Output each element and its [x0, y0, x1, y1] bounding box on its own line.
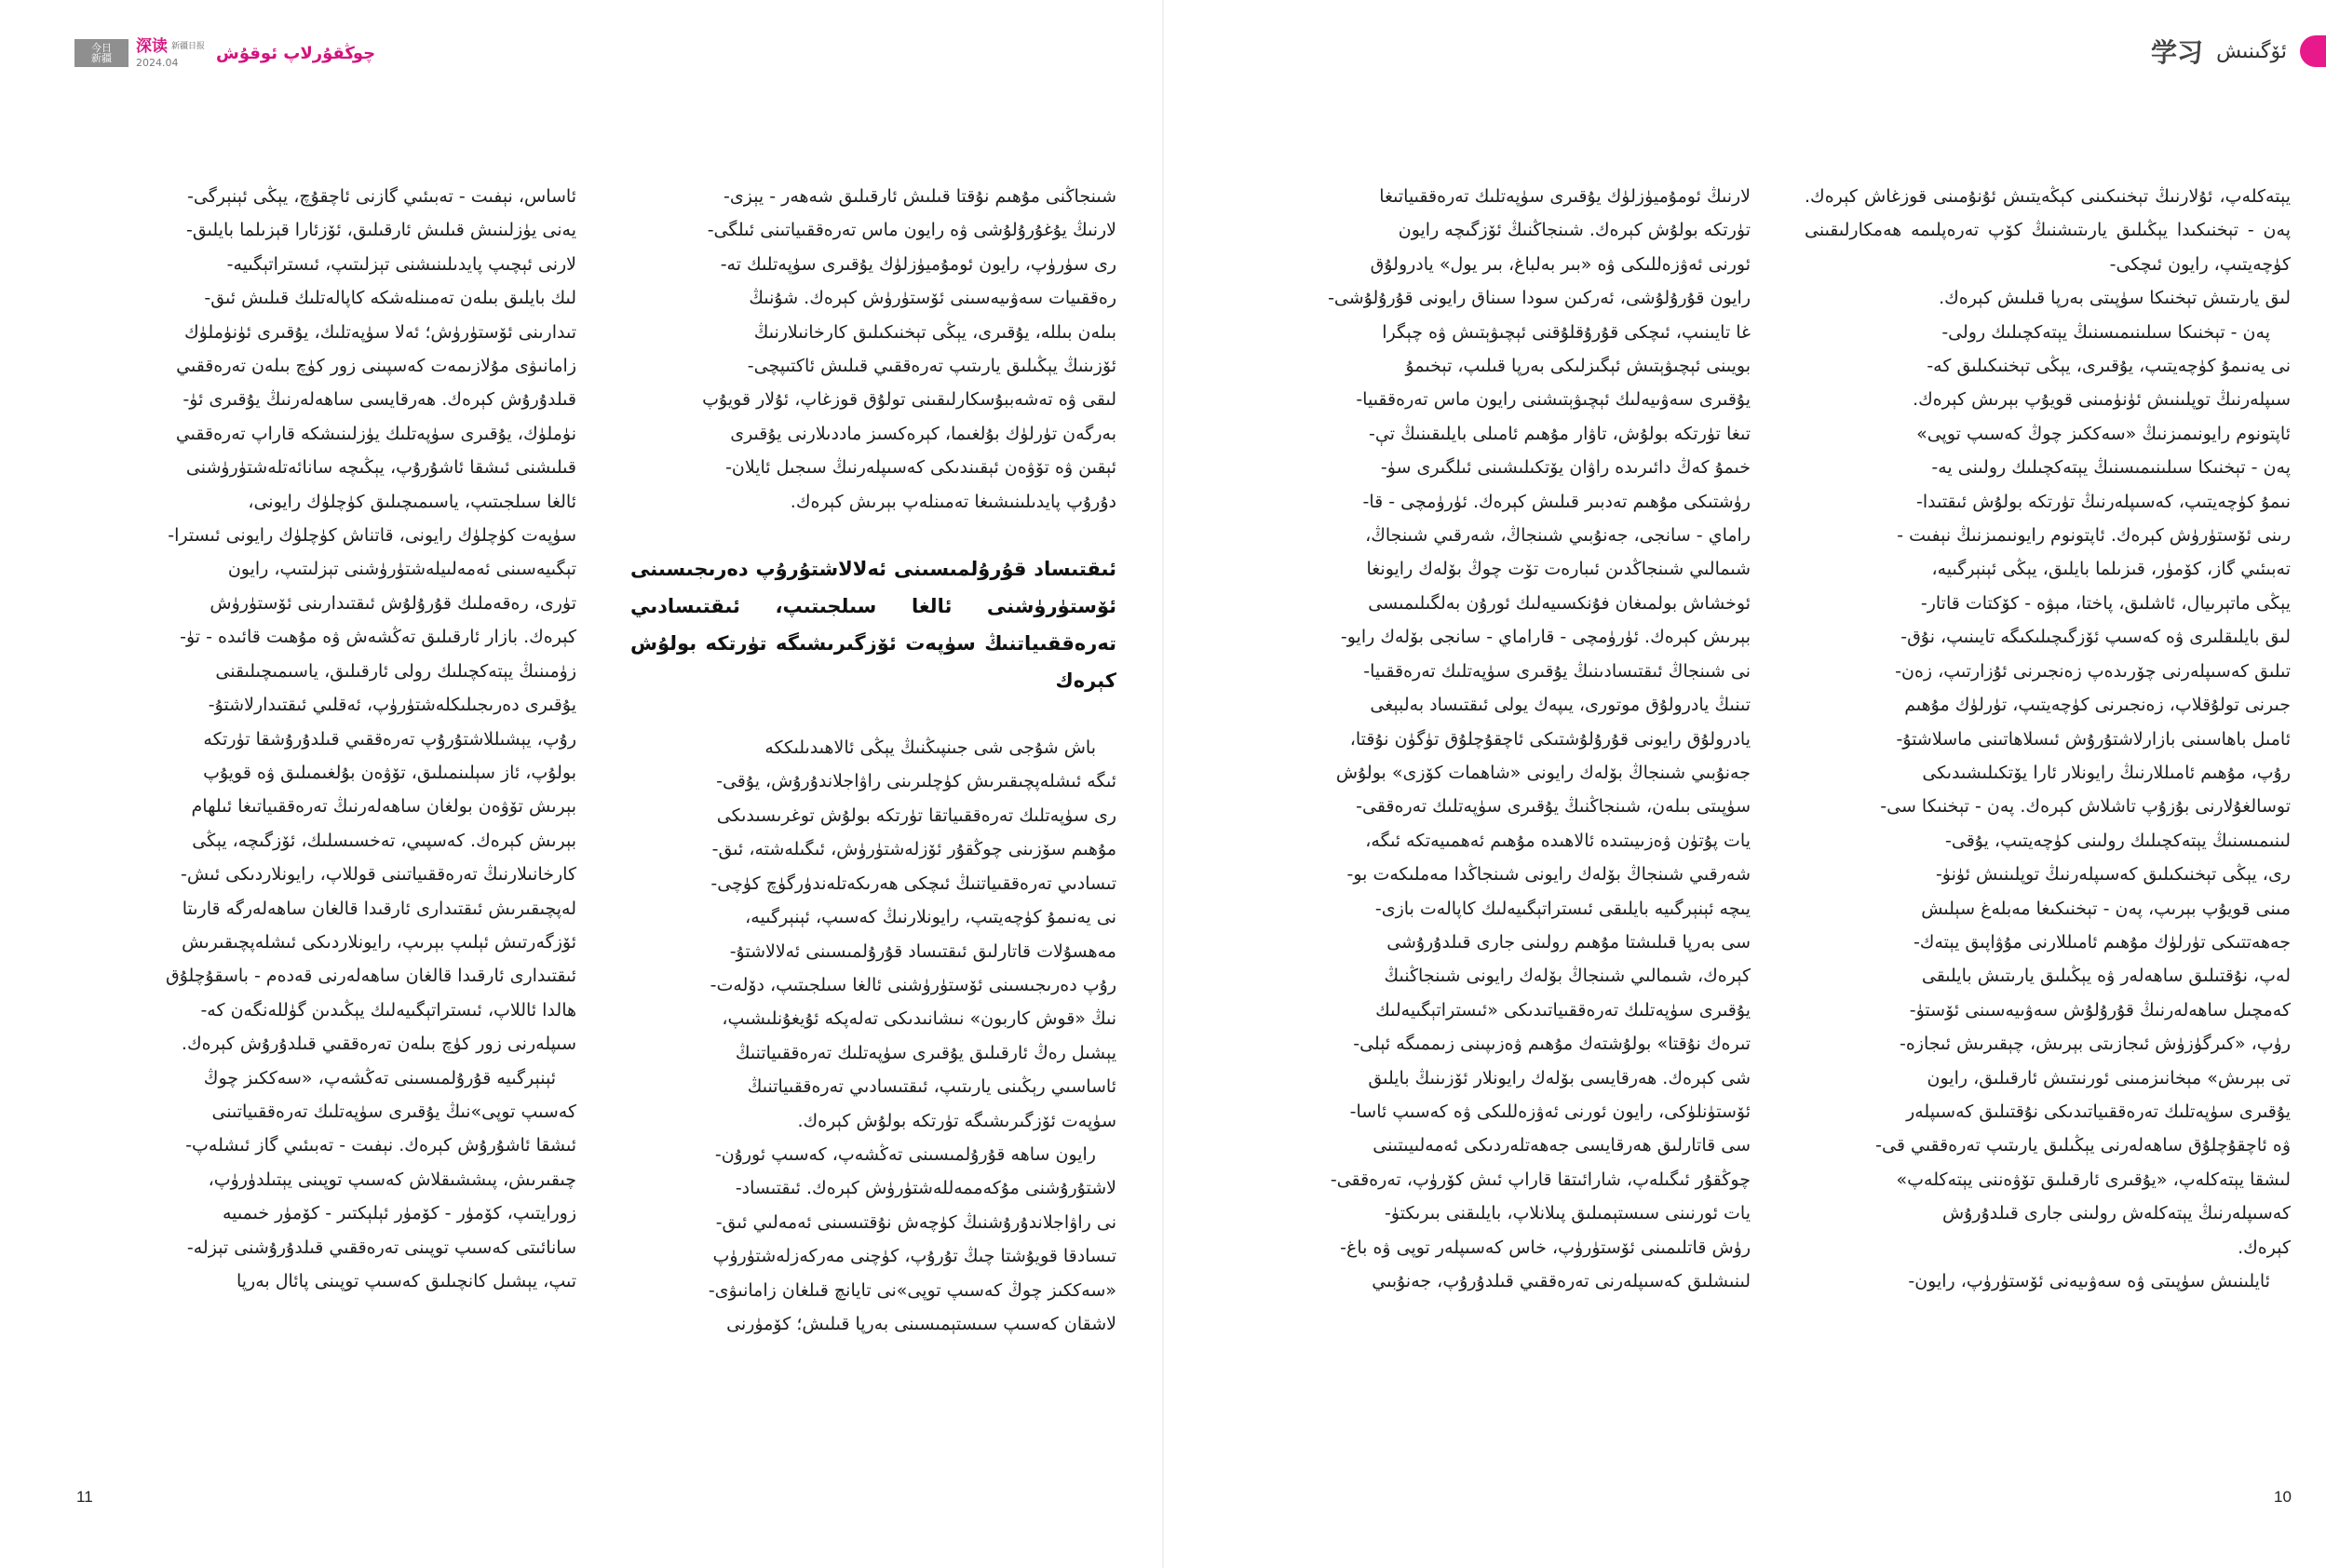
- text-line: لىق يارىتىش تېخنىكا سۈپىتى بەرپا قىلىش كېرەك.: [1939, 288, 2291, 309]
- text-line: پەن - تېخنىكا سىلىنىمىسنىڭ يېتەكچىلىك رولىنى يە-: [1931, 457, 2291, 479]
- text-line: قىلدۇرۇش كېرەك. ھەرقايسى ساھەلەرنىڭ يۇقىرى ئۈ-: [183, 389, 576, 411]
- brand-subtext: 新疆日报: [171, 41, 206, 51]
- text-line: زورايتىپ، كۆمۈر - كۆمۈر ئېلېكتىر - كۆمۈر خىمىيە: [222, 1203, 576, 1224]
- text-line: كەسىپ توپى»نىڭ يۇقىرى سۈپەتلىك تەرەققىياتىنى: [211, 1101, 576, 1122]
- text-line: لارنى ئېچىپ پايدىلىنىشنى تېزلىتىپ، ئىستراتېگىيە-: [226, 253, 576, 275]
- text-line: لاشقان كەسىپ سىستېمىسىنى بەرپا قىلىش؛ كۆمۈرنى: [726, 1313, 1116, 1334]
- column-3-lower: [630, 731, 1116, 1341]
- category-chinese: 学习: [2151, 37, 2204, 68]
- text-line: نى شىنجاڭ ئىقتىسادىنىڭ يۇقىرى سۈپەتلىك تەرەققىيا-: [1363, 660, 1751, 682]
- text-line: باش شۇجى شى جىنپىڭنىڭ يېڭى ئالاھىدىلىككە: [764, 737, 1096, 759]
- text-line: رەققىيات سەۋىيەسىنى ئۆستۈرۈش كېرەك. شۇنىڭ: [749, 288, 1116, 309]
- column-3-upper: [630, 180, 1116, 519]
- text-line: دۇرۇپ پايدىلىنىشىغا تەمىنلەپ بېرىش كېرەك.: [790, 491, 1116, 512]
- text-line: كېرەك. بازار ئارقىلىق تەڭشەش ۋە مۇھىت قائىدە - تۈ-: [180, 627, 576, 648]
- text-column-2: [1264, 180, 1751, 1298]
- text-line: سىپلەرنىڭ توپلىنىش ئۈنۈمىنى قويۇپ بېرىش كېرەك.: [1913, 389, 2291, 411]
- text-line: يېڭى ماتېرىيال، ئاشلىق، پاختا، مېۋە - كۆكتات قاتار-: [1920, 592, 2291, 614]
- text-line: رۈشتىكى مۇھىم تەدبىر قىلىش كېرەك. ئۈرۈمچى - قا-: [1362, 491, 1751, 512]
- text-line: ئىگە ئىشلەپچىقىرىش كۈچلىرىنى راۋاجلاندۇرۇش، يۇقى-: [716, 771, 1116, 792]
- text-line: يۇقىرى سۈپەتلىك تەرەققىياتىدىكى نۇقتىلىق كەسىپلەر: [1906, 1101, 2291, 1122]
- text-line: تىدارىنى ئۆستۈرۈش؛ ئەلا سۈپەتلىك، يۇقىرى ئۈنۈملۈك: [183, 321, 576, 343]
- text-line: سى بەرپا قىلىشتا مۇھىم رولىنى جارى قىلدۇرۇشى: [1386, 931, 1751, 953]
- text-line: چوڭقۇر ئىگىلەپ، شارائىتقا قاراپ ئىش كۆرۈپ، تەرەققى-: [1330, 1169, 1751, 1190]
- page-tab-marker: [2300, 35, 2326, 67]
- text-line: رى، يېڭى تېخنىكىلىق كەسىپلەرنىڭ توپلىنىش ئۈنۈ-: [1935, 864, 2291, 885]
- text-line: شىمالىي شىنجاڭدىن ئىبارەت تۆت چوڭ بۆلەك رايونغا: [1366, 559, 1751, 580]
- text-line: ئۆزىنىڭ يېڭىلىق يارىتىپ تەرەققىي قىلىش ئاكتىپچى-: [747, 356, 1116, 377]
- text-line: غا تايىنىپ، ئىچكى قۇرۇقلۇقنى ئېچىۋېتىش ۋە چېگرا: [1382, 321, 1751, 343]
- text-line: لىنىشلىق كەسىپلەرنى تەرەققىي قىلدۇرۇپ، جەنۇبىي: [1372, 1271, 1751, 1291]
- text-line: يىچە ئېنېرگىيە بايلىقى ئىستراتېگىيەلىك كاپالەت بازى-: [1374, 898, 1751, 919]
- text-line: لاشتۇرۇشنى مۇكەممەللەشتۈرۈش كېرەك. ئىقتىساد-: [735, 1178, 1116, 1199]
- text-line: بىلەن بىللە، يۇقىرى، يېڭى تېخنىكىلىق كارخانىلارنىڭ: [753, 321, 1116, 343]
- text-line: «سەككىز چوڭ كەسىپ توپى»نى تايانچ قىلغان زامانىۋى-: [708, 1279, 1116, 1301]
- text-line: تەبىئىي گاز، كۆمۈر، قىزىلما بايلىق، يېڭى ئېنېرگىيە،: [1931, 559, 2291, 580]
- text-line: تىرەك نۇقتا» بولۇشتەك مۇھىم ۋەزىپىنى زىممىگە ئېلى-: [1353, 1034, 1751, 1055]
- text-line: رۈپ، «كىرگۈزۈش ئىجازىتى بېرىش، چېقىرىش ئىجازە-: [1900, 1034, 2291, 1055]
- text-line: يۇقىرى دەرىجىلىكلەشتۈرۈپ، ئەقلىي ئىقتىدارلاشتۇ-: [208, 695, 576, 716]
- text-line: بېرىش تۆۋەن بولغان ساھەلەرنىڭ تەرەققىياتىغا ئىلھام: [191, 796, 576, 818]
- text-line: ئورنى ئەۋزەللىكى ۋە «بىر بەلباغ، بىر يول» يادرولۇق: [1370, 253, 1751, 275]
- category-uyghur: ئۆگىنىش: [2216, 39, 2287, 63]
- text-line: خىمۇ كەڭ دائىرىدە راۋان يۆتكىلىشىنى ئىلگىرى سۈ-: [1380, 457, 1751, 479]
- text-line: نىڭ «قوش كاربون» نىشانىدىكى تەلەپكە ئۇيغۇنلىشىپ،: [722, 1008, 1116, 1030]
- text-line: نىمۇ كۈچەيتىپ، كەسىپلەرنىڭ تۈرتكە بولۇش ئىقتىدا-: [1915, 491, 2291, 512]
- text-line: ئالغا سىلجىتىپ، ياسىمىچىلىق كۈچلۈك رايونى،: [248, 491, 576, 512]
- text-line: لارنىڭ يۇغۇرۇلۇشى ۋە رايون ماس تەرەققىياتىنى ئىلگى-: [707, 220, 1116, 241]
- text-line: مۇھىم سۆزىنى چوڭقۇر ئۆزلەشتۈرۈش، ئىگىلەشتە، ئىق-: [711, 839, 1116, 860]
- magazine-logo: [74, 39, 128, 67]
- text-line: ئاساسىي رېڭىنى يارىتىپ، ئىقتىسادىي تەرەققىياتنىڭ: [747, 1076, 1116, 1098]
- text-line: كارخانىلارنىڭ تەرەققىياتىنى قوللاپ، رايونلاردىكى ئىش-: [181, 864, 576, 885]
- text-line: نى يەنىمۇ كۈچەيتىپ، يۇقىرى، يېڭى تېخنىكىلىق كە-: [1927, 356, 2291, 377]
- text-line: رايون ساھە قۇرۇلمىسىنى تەڭشەپ، كەسىپ ئورۇن-: [714, 1143, 1096, 1165]
- text-line: ئاپتونوم رايونىمىزنىڭ «سەككىز چوڭ كەسىپ توپى»: [1916, 423, 2291, 444]
- page-number-left: 11: [76, 1488, 93, 1506]
- text-line: تى بېرىش» مېخانىزمىنى ئورنىتىش ئارقىلىق، رايون: [1927, 1067, 2291, 1088]
- text-line: ئېقىن ۋە تۆۋەن ئېقىندىكى كەسىپلەرنىڭ سىجىل ئايلان-: [725, 457, 1116, 479]
- text-line: ئايلىنىش سۈپىتى ۋە سەۋىيەنى ئۆستۈرۈپ، رايون-: [1908, 1271, 2270, 1291]
- text-line: كەسىپلەرنىڭ يېتەكلەش رولىنى جارى قىلدۇرۇش: [1942, 1203, 2291, 1224]
- text-line: نۈملۈك، يۇقىرى سۈپەتلىك يۈزلىنىشكە قاراپ تەرەققىي: [175, 423, 576, 444]
- text-line: ئىقتىدارى ئارقىدا قالغان ساھەلەرنى قەدەم - باسقۇچلۇق: [165, 966, 576, 987]
- text-line: يادرولۇق رايونى قۇرۇلۇشتىكى ئاچقۇچلۇق تۈگۈن نۇقتا،: [1349, 728, 1751, 750]
- text-line: سۈپەت ئۆزگىرىشىگە تۈرتكە بولۇش كېرەك.: [797, 1110, 1116, 1131]
- left-page-header: [74, 37, 375, 69]
- logo-top-text: 今日: [91, 42, 112, 54]
- text-line: رايون قۇرۇلۇشى، ئەركىن سودا سىناق رايونى قۇرۇلۇشى-: [1328, 288, 1751, 309]
- text-line: كېرەك، شىمالىي شىنجاڭ بۆلەك رايونى شىنجاڭنىڭ: [1384, 966, 1751, 987]
- text-line: تىسادقا قويۇشتا چىڭ تۇرۇپ، كۈچنى مەركەزلەشتۈرۈپ: [712, 1246, 1116, 1267]
- right-page-header: [2151, 32, 2326, 71]
- text-line: بويىنى ئېچىۋېتىش ئېگىزلىكى بەرپا قىلىپ، تېخىمۇ: [1405, 356, 1751, 377]
- text-line: لەپچىقىرىش ئىقتىدارى ئارقىدا قالغان ساھەلەرگە قارىتا: [182, 898, 576, 919]
- text-line: قىلىشنى ئىشقا ئاشۇرۇپ، يېڭىچە سانائەتلەشتۈرۈشنى: [185, 457, 576, 479]
- text-line: تىنىڭ يادرولۇق موتورى، يىپەك يولى ئىقتىساد بەلبېغى: [1370, 695, 1751, 716]
- text-line: زۈمىنىڭ يېتەكچىلىك رولى ئارقىلىق، ياسىمىچىلىقنى: [215, 660, 576, 682]
- text-line: سانائىتى كەسىپ توپىنى تەرەققىي قىلدۇرۇشنى تېزلە-: [186, 1237, 576, 1258]
- text-line: بېرىش كېرەك. كەسپىي، تەخسىسلىك، ئۆزگىچە، يېڭى: [192, 830, 576, 851]
- text-line: لەپ، نۇقتىلىق ساھەلەر ۋە يېڭىلىق يارىتىش بايلىقى: [1921, 966, 2291, 987]
- text-line: سىپلەرنى زور كۈچ بىلەن تەرەققىي قىلدۇرۇش كېرەك.: [181, 1034, 576, 1055]
- text-line: يۇقىرى سۈپەتلىك تەرەققىياتىدىكى «ئىستراتېگىيەلىك: [1375, 999, 1751, 1021]
- text-line: لىنىمىسنىڭ يېتەكچىلىك رولىنى كۈچەيتىپ، يۇقى-: [1945, 830, 2291, 851]
- text-line: ئۆزگەرتىش ئېلىپ بېرىپ، رايونلاردىكى ئىشلەپچىقىرىش: [182, 931, 576, 953]
- text-line: بولۇپ، ئاز سېلىنمىلىق، تۆۋەن بۇلغىمىلىق ۋە قويۇپ: [203, 762, 576, 783]
- text-line: شى كېرەك. ھەرقايسى بۆلەك رايونلار ئۆزىنىڭ بايلىق: [1368, 1067, 1751, 1088]
- section-title: چوڭقۇرلاپ ئوقۇش: [216, 43, 376, 63]
- text-line: پەن - تېخنىكا سىلىنىمىسنىڭ يېتەكچىلىك رولى-: [1941, 321, 2270, 343]
- text-line: رۇپ، مۇھىم ئامىللارنىڭ رايونلار ئارا يۆتكىلىشىدىكى: [1922, 762, 2291, 783]
- text-line: راماي - سانجى، جەنۇبىي شىنجاڭ، شەرقىي شىنجاڭ،: [1365, 525, 1751, 547]
- page-gutter: [1162, 0, 1164, 1568]
- text-line: سۈپەت كۈچلۈك رايونى، قاتناش كۈچلۈك رايونى ئىسترا-: [168, 525, 576, 547]
- text-line: رى سۈرۈپ، رايون ئومۇميۈزلۈك يۇقىرى سۈپەتلىك تە-: [720, 253, 1116, 275]
- text-line: يۇقىرى سەۋىيەلىك ئېچىۋېتىشنى رايون ماس تەرەققىيا-: [1356, 389, 1751, 411]
- text-line: يېشىل رەڭ ئارقىلىق يۇقىرى سۈپەتلىك تەرەققىياتنىڭ: [735, 1042, 1116, 1063]
- text-line: توسالغۇلارنى بۇزۇپ تاشلاش كېرەك. پەن - تېخنىكا سى-: [1880, 796, 2291, 818]
- text-line: ئېنېرگىيە قۇرۇلمىسىنى تەڭشەپ، «سەككىز چوڭ: [203, 1067, 556, 1088]
- page-number-right: 10: [2274, 1488, 2292, 1506]
- text-column-4: [90, 180, 576, 1298]
- text-line: تىسادىي تەرەققىياتنىڭ ئىچكى ھەرىكەتلەندۈرگۈچ كۈچى-: [710, 872, 1116, 894]
- text-line: چىقىرىش، پىششىقلاش كەسىپ توپىنى يېتىلدۈرۈپ،: [208, 1169, 576, 1190]
- text-line: يېتەكلەپ، ئۇلارنىڭ تېخنىكىنى كېڭەيتىش ئۇنۇمىنى قوزغاش كېرەك. پەن - تېخنىكىدا يېڭىلىق يارىتىشنىڭ كۆپ تەرەپلىمە ھەمكارلىقىنى كۈچەيتىپ، رايون ئىچكى-: [1805, 186, 2291, 275]
- text-line: تۈرى، رەقەملىك قۇرۇلۇش ئىقتىدارىنى ئۆستۈرۈش: [210, 592, 576, 614]
- text-line: ۋە ئاچقۇچلۇق ساھەلەرنى يېڭىلىق يارىتىپ تەرەققىي قى-: [1875, 1135, 2291, 1156]
- text-line: رۇپ دەرىجىسىنى ئۆستۈرۈشنى ئالغا سىلجىتىپ، دۆلەت-: [710, 974, 1116, 995]
- text-line: رۈش قاتلىمىنى ئۆستۈرۈپ، خاس كەسىپلەر توپى ۋە باغ-: [1340, 1237, 1751, 1258]
- section-subheading: ئىقتىساد قۇرۇلمىسىنى ئەلالاشتۇرۇپ دەرىجىسىنى ئۆستۈرۈشنى ئالغا سىلجىتىپ، ئىقتىسادىي تەرەققىياتنىڭ سۈپەت ئۆزگىرىشىگە تۈرتكە بولۇش كېرەك: [630, 558, 1116, 693]
- text-line: نى يەنىمۇ كۈچەيتىپ، رايونلارنىڭ كەسىپ، ئېنېرگىيە،: [745, 907, 1116, 928]
- text-line: بەرگەن تۈرلۈك بۇلغىما، كېرەكسىز ماددىلارنى يۇقىرى: [730, 423, 1116, 444]
- text-line: رىنى ئۆستۈرۈش كېرەك. ئاپتونوم رايونىمىزنىڭ نېفىت -: [1897, 525, 2291, 547]
- logo-bottom-text: 新疆: [91, 52, 112, 64]
- text-line: ئۆستۈنلۈكى، رايون ئورنى ئەۋزەللىكى ۋە كەسىپ ئاسا-: [1349, 1101, 1751, 1122]
- text-line: مىنى قويۇپ بېرىپ، پەن - تېخنىكىغا مەبلەغ سېلىش: [1921, 898, 2291, 919]
- text-line: ئوخشاش بولمىغان فۇنكسىيەلىك ئورۇن بەلگىلىمىسى: [1368, 592, 1751, 614]
- text-line: يات پۇتۈن ۋەزىيىتىدە ئالاھىدە مۇھىم ئەھمىيەتكە ئىگە،: [1365, 830, 1751, 851]
- text-line: زامانىۋى مۇلازىمەت كەسپىنى زور كۈچ بىلەن تەرەققىي: [176, 356, 576, 377]
- text-line: رى سۈپەتلىك تەرەققىياتقا تۈرتكە بولۇش توغرىسىدىكى: [716, 804, 1116, 826]
- text-column-3: [630, 180, 1116, 1341]
- text-line: تۈرتكە بولۇش كېرەك. شىنجاڭنىڭ ئۆزگىچە رايون: [1398, 220, 1751, 241]
- text-line: لىك بايلىق بىلەن تەمىنلەشكە كاپالەتلىك قىلىش ئىق-: [204, 288, 576, 309]
- text-line: جەنۇبىي شىنجاڭ بۆلەك رايونى «شاھمات كۆزى» بولۇش: [1335, 762, 1751, 783]
- text-line: تىلىق كەسىپلەرنى چۆرىدەپ زەنجىرنى ئۇزارتىپ، زەن-: [1895, 660, 2291, 682]
- text-line: شىنجاڭنى مۇھىم نۇقتا قىلىش ئارقىلىق شەھەر - يېزى-: [723, 186, 1116, 207]
- text-line: تىغا تۈرتكە بولۇش، تاۋار مۇھىم ئامىلى بايلىقىنىڭ تې-: [1369, 423, 1751, 444]
- text-line: كەمچىل ساھەلەرنىڭ قۇرۇلۇش سەۋىيەسىنى ئۆستۈ-: [1909, 999, 2291, 1021]
- text-line: سى قاتارلىق ھەرقايسى جەھەتلەردىكى ئەمەلىيىتىنى: [1373, 1135, 1751, 1156]
- text-line: يەنى يۈزلىنىش قىلىش ئارقىلىق، ئۆزئارا قېزىلما بايلىق-: [185, 220, 576, 241]
- text-line: شەرقىي شىنجاڭ بۆلەك رايونى شىنجاڭدا مەملىكەت بو-: [1346, 864, 1751, 885]
- text-line: كېرەك.: [2238, 1237, 2291, 1258]
- text-line: مەھسۇلات قاتارلىق ئىقتىساد قۇرۇلمىسىنى ئەلالاشتۇ-: [729, 940, 1116, 962]
- text-line: ھالدا ئاللاپ، ئىستراتېگىيەلىك يېڭىدىن گۈللەنگەن كە-: [200, 999, 576, 1021]
- text-line: لىشقا يېتەكلەپ، «يۇقىرى ئارقىلىق تۆۋەننى يېتەكلەپ»: [1896, 1169, 2291, 1190]
- text-column-1: [1805, 180, 2291, 1298]
- text-line: رۇپ، يېشىللاشتۇرۇپ تەرەققىي قىلدۇرۇشقا تۈرتكە: [203, 728, 576, 750]
- text-line: ئامىل باھاسىنى بازارلاشتۇرۇش ئىسلاھاتىنى ماسلاشتۇ-: [1896, 728, 2291, 750]
- text-line: سۈپىتى بىلەن، شىنجاڭنىڭ يۇقىرى سۈپەتلىك تەرەققى-: [1356, 796, 1751, 818]
- text-line: لىق بايلىقلىرى ۋە كەسىپ ئۆزگىچىلىكىگە تايىنىپ، نۇق-: [1900, 627, 2291, 648]
- text-line: نى راۋاجلاندۇرۇشنىڭ كۈچەش نۇقتىسىنى ئەمەلىي ئىق-: [715, 1211, 1116, 1233]
- brand-block: [136, 36, 206, 69]
- text-line: لىقى ۋە تەشەببۇسكارلىقىنى تولۇق قوزغاپ، ئۇلار قويۇپ: [702, 389, 1116, 411]
- text-line: لارنىڭ ئومۇميۈزلۈك يۇقىرى سۈپەتلىك تەرەققىياتىغا: [1379, 186, 1751, 207]
- text-line: بېرىش كېرەك. ئۈرۈمچى - قاراماي - سانجى بۆلەك رايو-: [1340, 627, 1751, 648]
- text-line: ئاساس، نېفىت - تەبىئىي گازنى ئاچقۇچ، يېڭى ئېنېرگى-: [187, 186, 576, 207]
- issue-number: 2024.04: [136, 56, 179, 69]
- text-line: يات ئورنىنى سىستېمىلىق پىلانلاپ، بايلىقنى بىرىكتۈ-: [1385, 1203, 1751, 1224]
- text-line: تېگىيەسىنى ئەمەلىيلەشتۈرۈشنى تېزلىتىپ، رايون: [227, 559, 576, 580]
- text-line: جىرنى تولۇقلاپ، زەنجىرنى كۈچەيتىپ، تۈرلۈك مۇھىم: [1904, 695, 2291, 716]
- text-line: جەھەتتىكى تۈرلۈك مۇھىم ئامىللارنى مۇۋاپىق يېتەك-: [1913, 931, 2291, 953]
- text-line: ئىشقا ئاشۇرۇش كېرەك. نېفىت - تەبىئىي گاز ئىشلەپ-: [185, 1135, 576, 1156]
- brand-name: 深读: [136, 36, 168, 56]
- text-line: تىپ، يېشىل كانچىلىق كەسىپ توپىنى پائال بەرپا: [236, 1271, 576, 1291]
